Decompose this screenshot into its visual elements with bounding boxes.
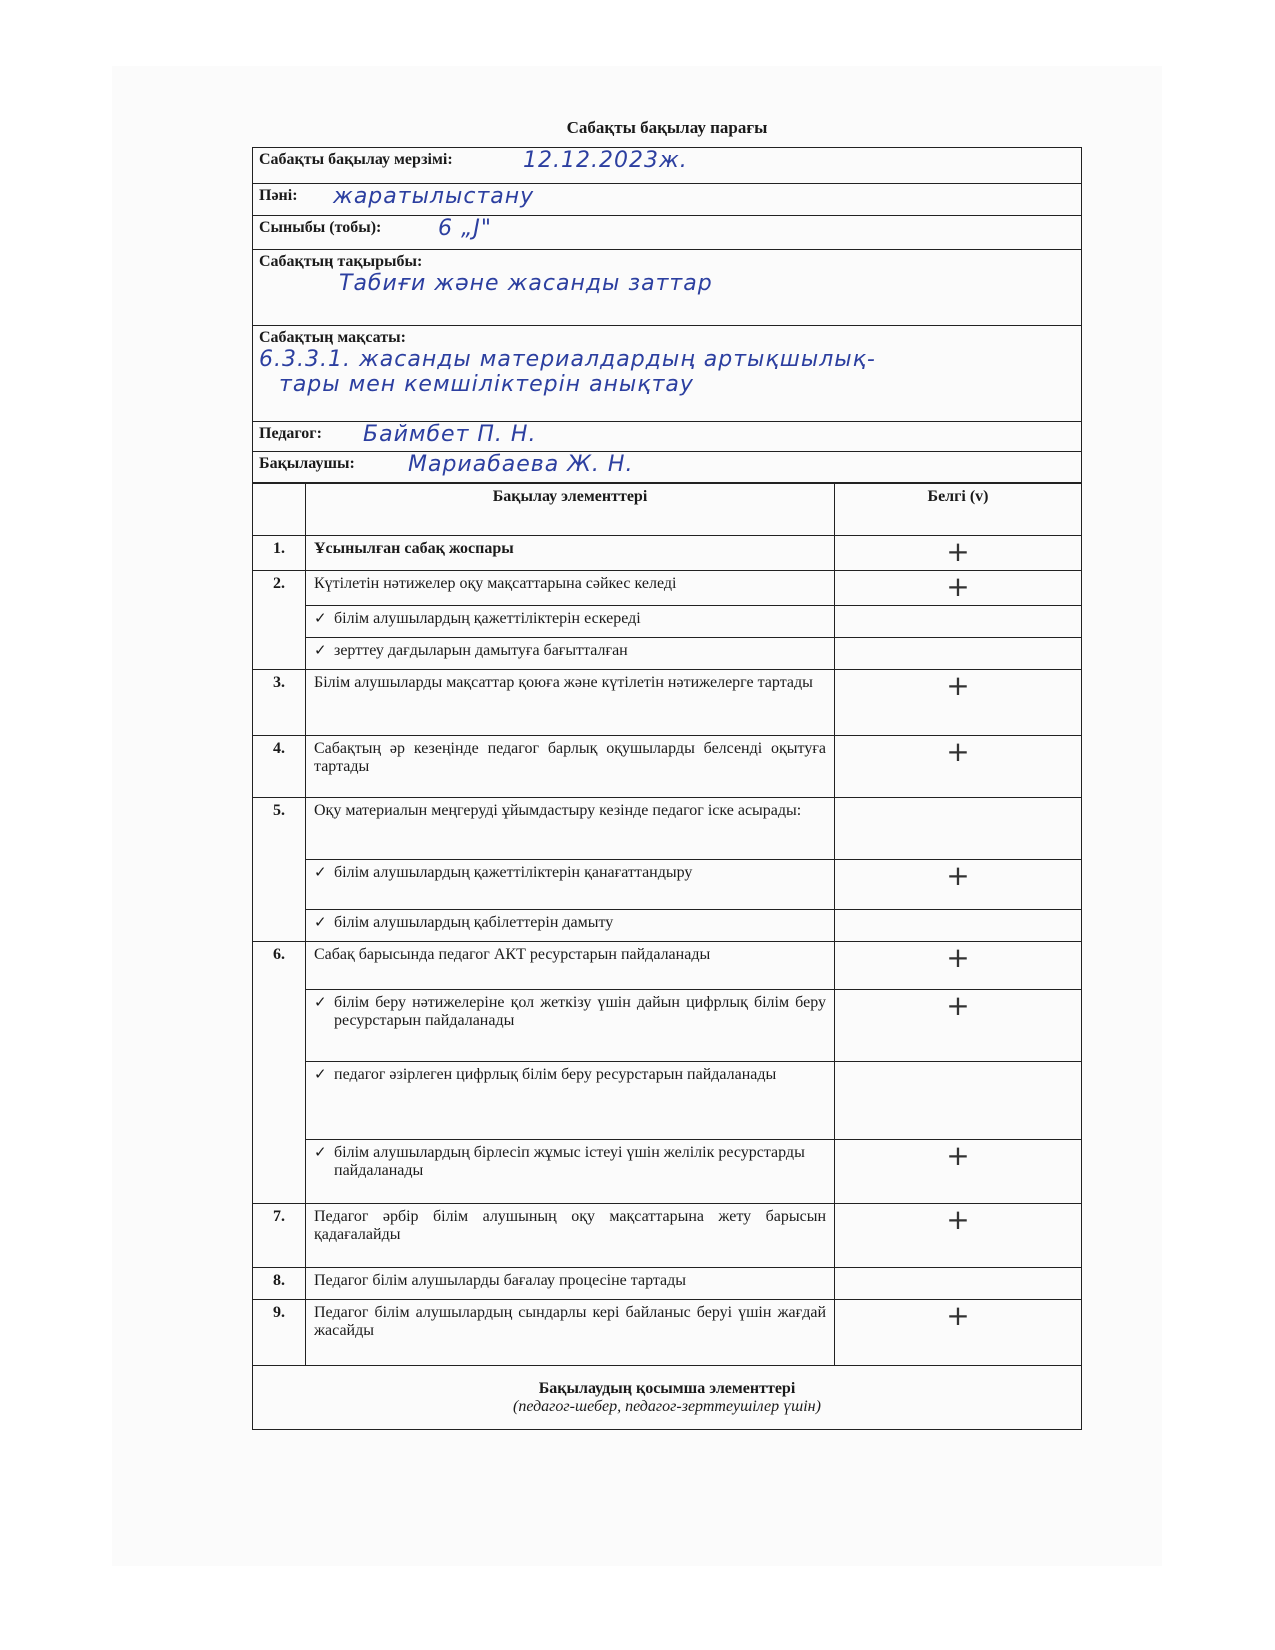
- class-value: 6 „J": [438, 216, 492, 241]
- plus-mark: +: [946, 1203, 970, 1236]
- class-row: [253, 216, 1081, 250]
- row-text: Білім алушыларды мақсаттар қоюға және күтілетін нәтижелерге тартады: [306, 670, 835, 736]
- row-mark: [835, 1300, 1082, 1366]
- row-mark: [835, 942, 1082, 990]
- subrow-text: педагог әзірлеген цифрлық білім беру ресурстарын пайдаланады: [334, 1066, 777, 1083]
- subrow-text: зерттеу дағдыларын дамытуға бағытталған: [334, 642, 628, 659]
- check-icon: ✓: [314, 641, 327, 659]
- row-number: 2.: [253, 571, 306, 670]
- row-text: Сабақтың әр кезеңінде педагог барлық оқушыларды белсенді оқытуға тартады: [306, 736, 835, 798]
- extra-elements-subtitle: (педагог-шебер, педагог-зерттеушілер үшін): [513, 1397, 821, 1415]
- row-mark: [835, 798, 1082, 860]
- observation-form: [252, 118, 1082, 1430]
- form-title: Сабақты бақылау парағы: [566, 118, 768, 137]
- row-text: [306, 910, 835, 942]
- row-mark: [835, 606, 1082, 638]
- table-row: [253, 536, 1082, 571]
- row-text: [306, 860, 835, 910]
- row-mark: [835, 1204, 1082, 1268]
- table-row: [253, 1268, 1082, 1300]
- topic-label: Сабақтың тақырыбы:: [259, 253, 423, 270]
- goal-row: [253, 326, 1081, 422]
- row-mark: [835, 536, 1082, 571]
- subrow-text: білім алушылардың қабілеттерін дамыту: [334, 914, 614, 931]
- extra-elements-cell: [253, 1366, 1082, 1430]
- header-num-cell: [253, 484, 306, 536]
- row-number: 6.: [253, 942, 306, 1204]
- teacher-label: Педагог:: [259, 425, 322, 442]
- subject-label: Пәні:: [259, 187, 298, 204]
- table-row: [253, 670, 1082, 736]
- plus-mark: +: [946, 1139, 970, 1172]
- plus-mark: +: [946, 989, 970, 1022]
- row-mark: [835, 736, 1082, 798]
- plus-mark: +: [946, 941, 970, 974]
- row-text: [306, 1062, 835, 1140]
- row-number: 3.: [253, 670, 306, 736]
- table-header-row: [253, 484, 1082, 536]
- row-mark: [835, 990, 1082, 1062]
- goal-value-line1: 6.3.3.1. жасанды материалдардың артықшылық-: [259, 347, 876, 372]
- row-text: [306, 606, 835, 638]
- check-icon: ✓: [314, 993, 327, 1011]
- header-mark: Белгі (v): [835, 484, 1082, 536]
- subrow-text: білім алушылардың қажеттіліктерін қанағаттандыру: [334, 864, 693, 881]
- row-mark: [835, 910, 1082, 942]
- row-number: 7.: [253, 1204, 306, 1268]
- row-text: [306, 1140, 835, 1204]
- plus-mark: +: [946, 570, 970, 603]
- row-text: [306, 990, 835, 1062]
- extra-elements-title: Бақылаудың қосымша элементтері: [538, 1379, 796, 1397]
- topic-row: [253, 250, 1081, 326]
- subrow-text: білім беру нәтижелеріне қол жеткізу үшін дайын цифрлық білім беру ресурстарын пайдаланады: [334, 994, 826, 1029]
- row-mark: [835, 670, 1082, 736]
- row-number: 1.: [253, 536, 306, 571]
- row-number: 4.: [253, 736, 306, 798]
- table-subrow: [253, 606, 1082, 638]
- table-row: [253, 798, 1082, 860]
- row-text: Ұсынылған сабақ жоспары: [306, 536, 835, 571]
- table-subrow: [253, 910, 1082, 942]
- date-value: 12.12.2023ж.: [523, 148, 688, 173]
- table-row: [253, 571, 1082, 606]
- date-row: [253, 148, 1081, 184]
- check-icon: ✓: [314, 609, 327, 627]
- observer-label: Бақылаушы:: [259, 455, 355, 472]
- plus-mark: +: [946, 669, 970, 702]
- row-mark: [835, 1062, 1082, 1140]
- form-header: [252, 147, 1082, 483]
- observer-row: [253, 452, 1081, 482]
- table-row: [253, 736, 1082, 798]
- row-number: 9.: [253, 1300, 306, 1366]
- row-mark: [835, 571, 1082, 606]
- table-subrow: [253, 990, 1082, 1062]
- subrow-text: білім алушылардың бірлесіп жұмыс істеуі үшін желілік ресурстарды пайдаланады: [334, 1144, 805, 1179]
- goal-value-line2: тары мен кемшіліктерін анықтау: [279, 372, 694, 397]
- table-row: [253, 1204, 1082, 1268]
- goal-label: Сабақтың мақсаты:: [259, 329, 406, 346]
- row-text: [306, 638, 835, 670]
- row-mark: [835, 860, 1082, 910]
- row-text: Педагог әрбір білім алушының оқу мақсаттарына жету барысын қадағалайды: [306, 1204, 835, 1268]
- table-subrow: [253, 1140, 1082, 1204]
- row-text: Педагог білім алушылардың сындарлы кері байланыс беруі үшін жағдай жасайды: [306, 1300, 835, 1366]
- table-subrow: [253, 860, 1082, 910]
- check-icon: ✓: [314, 913, 327, 931]
- table-subrow: [253, 1062, 1082, 1140]
- plus-mark: +: [946, 859, 970, 892]
- plus-mark: +: [946, 535, 970, 568]
- check-icon: ✓: [314, 1143, 327, 1161]
- extra-elements-row: [253, 1366, 1082, 1430]
- teacher-value: Баймбет П. Н.: [363, 422, 537, 447]
- header-elements: Бақылау элементтері: [306, 484, 835, 536]
- plus-mark: +: [946, 1299, 970, 1332]
- table-subrow: [253, 638, 1082, 670]
- row-text: Оқу материалын меңгеруді ұйымдастыру кезінде педагог іске асырады:: [306, 798, 835, 860]
- class-label: Сыныбы (тобы):: [259, 219, 382, 236]
- row-text: Педагог білім алушыларды бағалау процесіне тартады: [306, 1268, 835, 1300]
- row-text: Сабақ барысында педагог АКТ ресурстарын пайдаланады: [306, 942, 835, 990]
- teacher-row: [253, 422, 1081, 452]
- row-number: 8.: [253, 1268, 306, 1300]
- plus-mark: +: [946, 735, 970, 768]
- subject-row: [253, 184, 1081, 216]
- check-icon: ✓: [314, 1065, 327, 1083]
- check-icon: ✓: [314, 863, 327, 881]
- table-row: [253, 942, 1082, 990]
- table-row: [253, 1300, 1082, 1366]
- observer-value: Мариабаева Ж. Н.: [408, 452, 634, 477]
- checklist-table: [252, 483, 1082, 1430]
- subject-value: жаратылыстану: [333, 184, 535, 209]
- row-mark: [835, 638, 1082, 670]
- row-number: 5.: [253, 798, 306, 942]
- row-mark: [835, 1268, 1082, 1300]
- subrow-text: білім алушылардың қажеттіліктерін ескереді: [334, 610, 641, 627]
- topic-value: Табиғи және жасанды заттар: [339, 271, 713, 296]
- row-mark: [835, 1140, 1082, 1204]
- date-label: Сабақты бақылау мерзімі:: [259, 151, 453, 168]
- row-text: Күтілетін нәтижелер оқу мақсаттарына сәйкес келеді: [306, 571, 835, 606]
